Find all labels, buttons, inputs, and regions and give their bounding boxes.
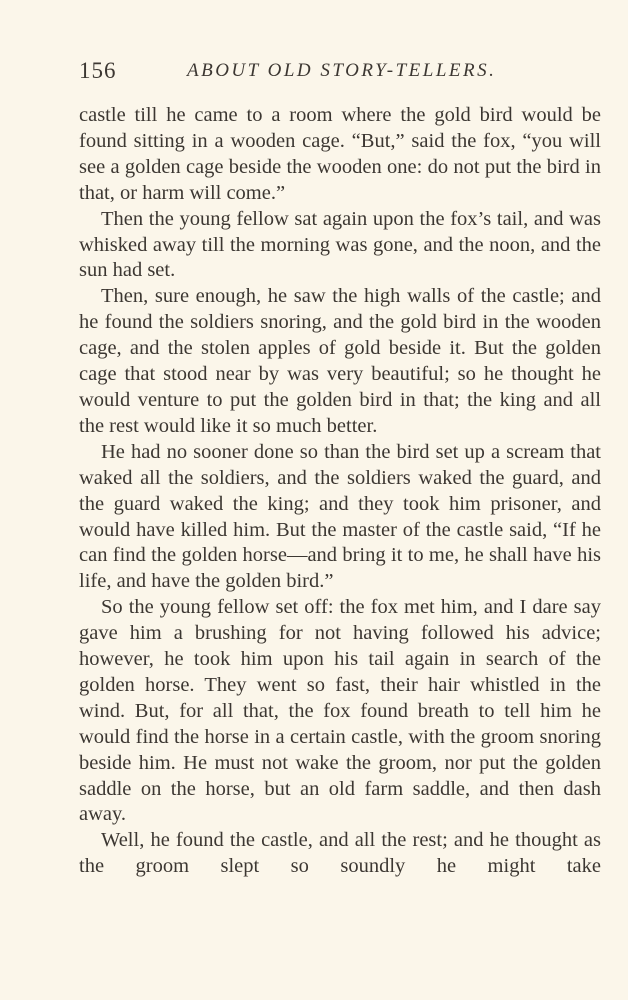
paragraph: Then the young fellow sat again upon the fox’s tail, and was whisked away till the morning was gone, and the noon, and the sun had set. (79, 207, 601, 282)
paragraph: He had no sooner done so than the bird set up a scream that waked all the soldiers, and the soldiers waked the guard, and the guard waked the king; and they took him prisoner, and would have killed him. But the master of the castle said, “If he can find the golden horse—and bring it to me, he shall have his life, and have the golden bird.” (79, 440, 601, 593)
paragraph: So the young fellow set off: the fox met him, and I dare say gave him a brushing for not having followed his advice; however, he took him upon his tail again in search of the golden horse. They went so fast, their hair whistled in the wind. But, for all that, the fox found breath to tell him he would find the horse in a certain castle, with the groom snoring beside him. He must not wake the groom, nor put the golden saddle on the horse, but an old farm saddle, and then dash away. (79, 596, 601, 826)
running-head: ABOUT OLD STORY-TELLERS. (187, 60, 497, 81)
page-header (79, 58, 591, 88)
paragraph: Then, sure enough, he saw the high walls of the castle; and he found the soldiers snoring, and the gold bird in the wooden cage, and the stolen apples of gold beside it. But the golden cage that stood near by was very beautiful; so he thought he would venture to put the golden bird in that; the king and all the rest would like it so much better. (79, 285, 601, 437)
paragraph-continues: Well, he found the castle, and all the rest; and he thought as the groom slept so soundly he might take (79, 829, 601, 878)
body-text (79, 103, 601, 880)
page-number: 156 (79, 58, 117, 83)
paragraph-continuation: castle till he came to a room where the gold bird would be found sitting in a wooden cage. “But,” said the fox, “you will see a golden cage beside the wooden one: do not put the bird in that, or harm will come.” (79, 104, 601, 204)
